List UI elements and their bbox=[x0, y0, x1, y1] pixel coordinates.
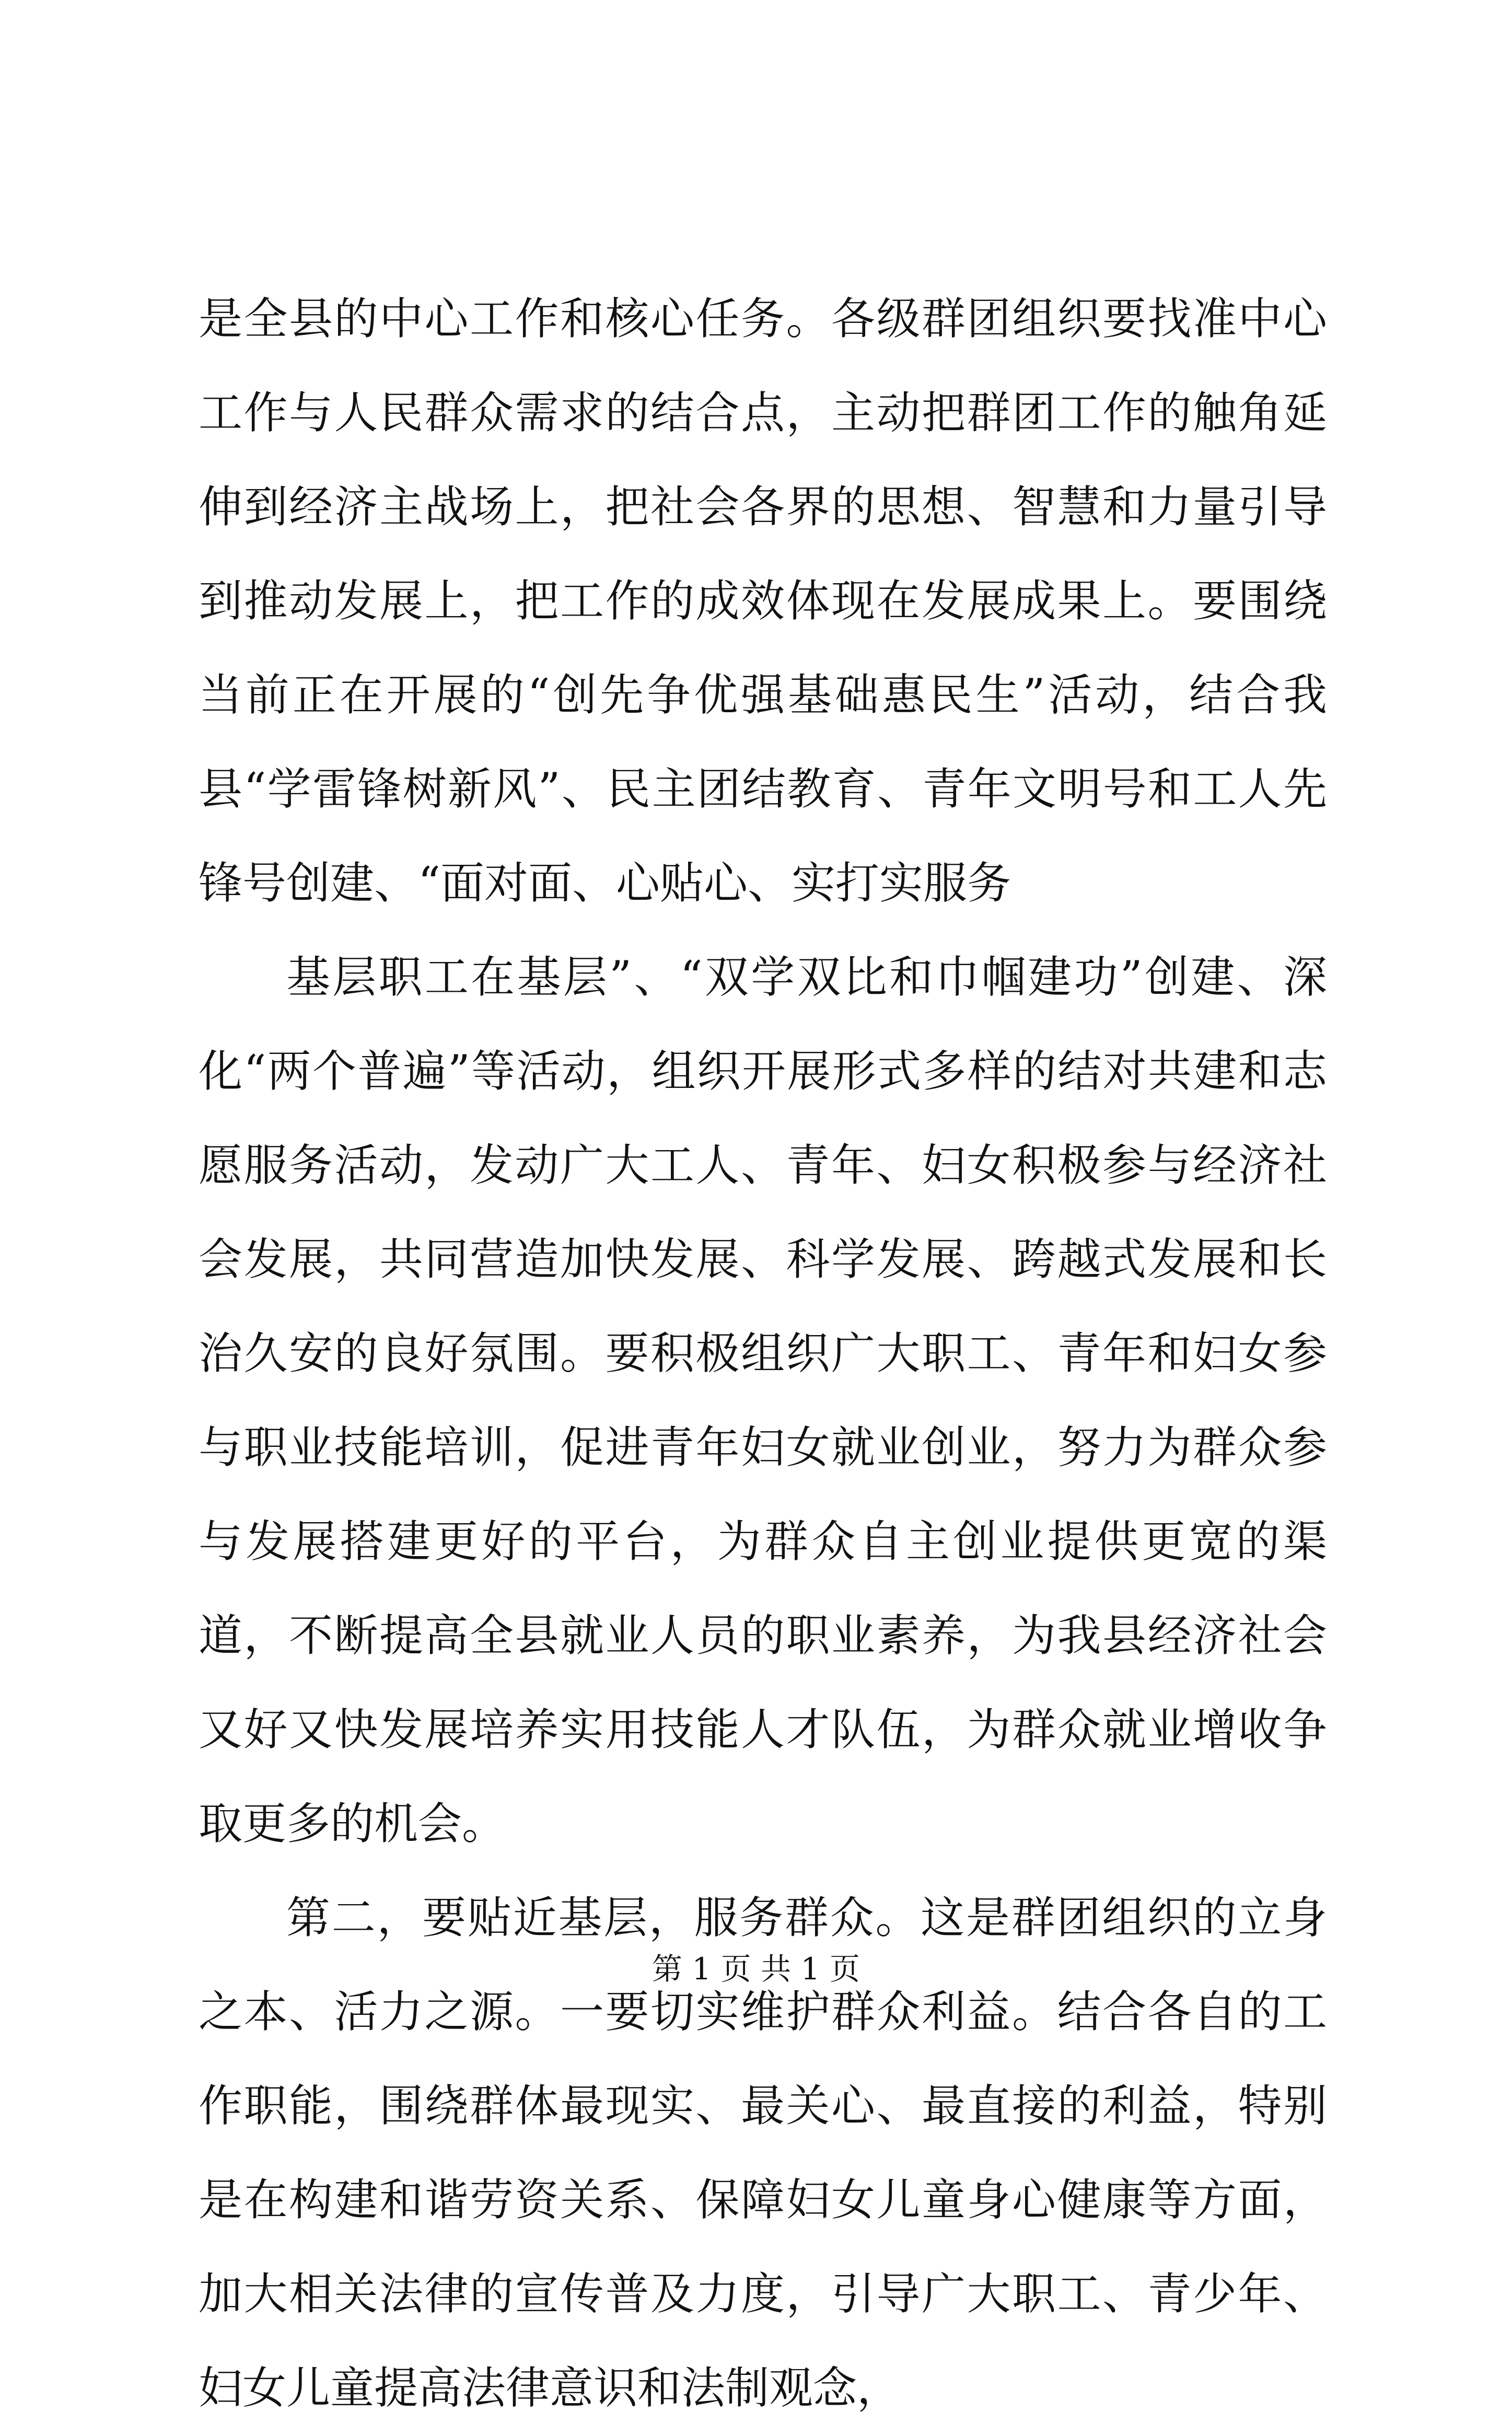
paragraph-2: 基层职工在基层”、“双学双比和巾帼建功”创建、深化“两个普遍”等活动，组织开展形式多样的结对共建和志愿服务活动，发动广大工人、青年、妇女积极参与经济社会发展，共同营造加快发展、科学发展、跨越式发展和长治久安的良好氛围。要积极组织广大职工、青年和妇女参与职业技能培训，促进青年妇女就业创业，努力为群众参与发展搭建更好的平台，为群众自主创业提供更宽的渠道，不断提高全县就业人员的职业素养，为我县经济社会又好又快发展培养实用技能人才队伍，为群众就业增收争取更多的机会。 bbox=[199, 952, 1327, 1849]
paragraph-1: 是全县的中心工作和核心任务。各级群团组织要找准中心工作与人民群众需求的结合点，主动把群团工作的触角延伸到经济主战场上，把社会各界的思想、智慧和力量引导到推动发展上，把工作的成效体现在发展成果上。要围绕当前正在开展的“创先争优强基础惠民生”活动，结合我县“学雷锋树新风”、民主团结教育、青年文明号和工人先锋号创建、“面对面、心贴心、实打实服务 bbox=[199, 293, 1327, 909]
document-body bbox=[199, 272, 1327, 2435]
paragraph-3: 第二，要贴近基层，服务群众。这是群团组织的立身之本、活力之源。一要切实维护群众利益。结合各自的工作职能，围绕群体最现实、最关心、最直接的利益，特别是在构建和谐劳资关系、保障妇女儿童身心健康等方面，加大相关法律的宣传普及力度，引导广大职工、青少年、妇女儿童提高法律意识和法制观念， bbox=[199, 1892, 1327, 2414]
page-footer: 第 1 页 共 1 页 bbox=[652, 1951, 860, 1987]
